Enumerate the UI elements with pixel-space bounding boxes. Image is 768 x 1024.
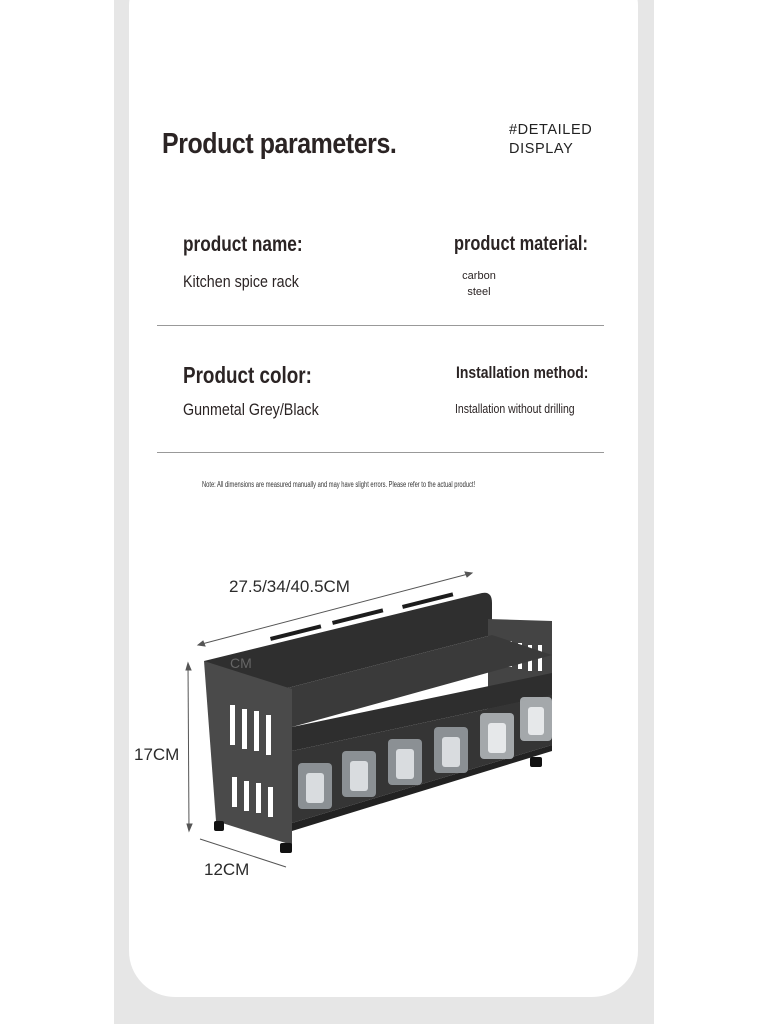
product-color-value: Gunmetal Grey/Black (183, 400, 319, 419)
product-material-value (449, 268, 509, 300)
product-material-label: product material: (454, 233, 588, 255)
material-line-2: steel (467, 286, 491, 298)
divider-2 (157, 452, 604, 453)
tag-line-1: #DETAILED (509, 122, 593, 138)
measurement-note: Note: All dimensions are measured manually and may have slight errors. Please refer to the actual product! (202, 480, 476, 489)
page-title: Product parameters. (162, 128, 397, 160)
installation-method-value: Installation without drilling (455, 402, 575, 416)
product-color-label: Product color: (183, 362, 312, 388)
tag-line-2: DISPLAY (509, 141, 574, 157)
installation-method-label: Installation method: (456, 363, 589, 382)
spice-rack-illustration (120, 555, 580, 875)
height-dimension: 17CM (134, 745, 180, 764)
material-line-1: carbon (462, 270, 496, 282)
product-name-label: product name: (183, 233, 303, 256)
stray-cm-label: CM (230, 655, 252, 671)
depth-dimension: 12CM (204, 860, 250, 879)
left-panel (204, 661, 292, 845)
product-name-value: Kitchen spice rack (183, 272, 299, 291)
detailed-display-tag (509, 121, 592, 159)
length-dimension: 27.5/34/40.5CM (229, 577, 350, 596)
divider-1 (157, 325, 604, 326)
